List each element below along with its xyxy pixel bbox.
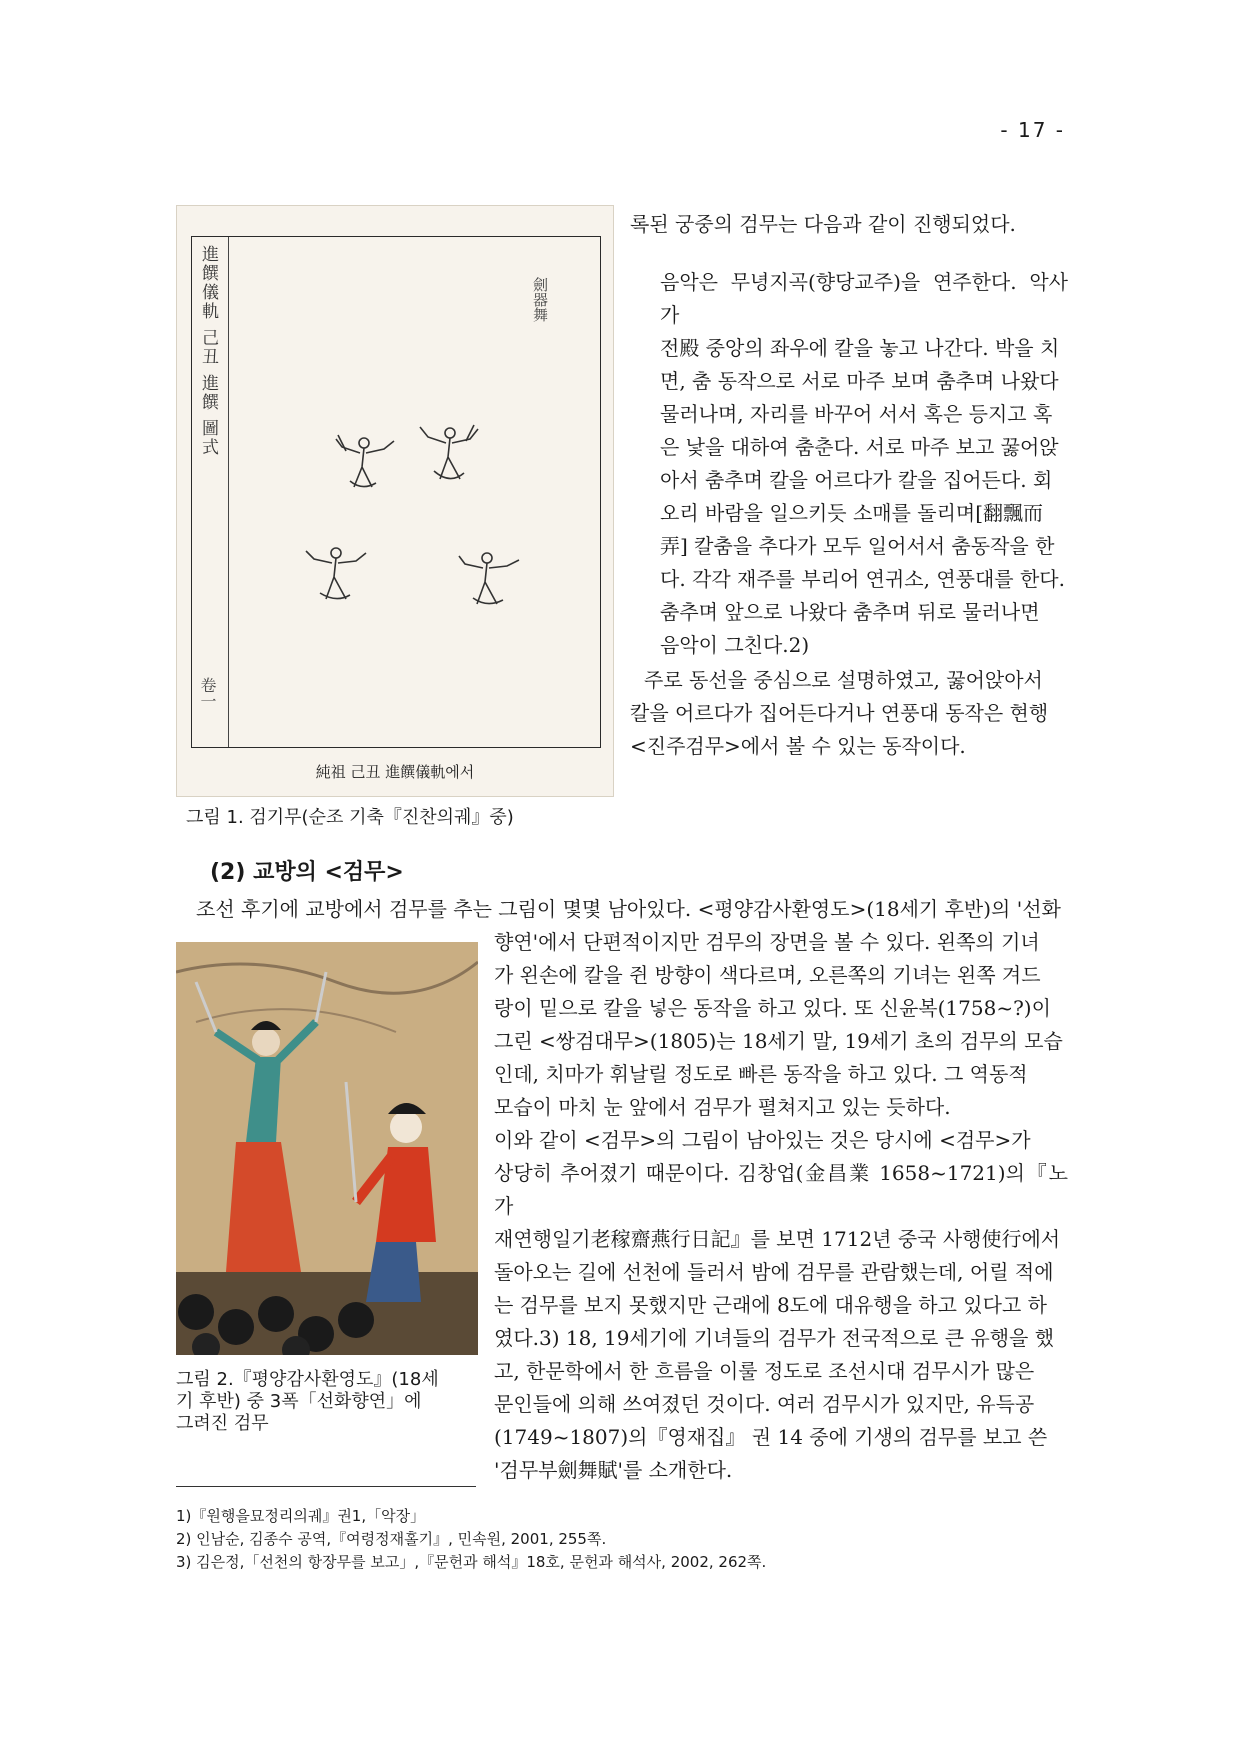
figure-2-caption bbox=[176, 1369, 476, 1435]
footnote-3: 3) 김은정,「선천의 항장무를 보고」,『문헌과 해석』18호, 문헌과 해석사, 2002, 262쪽. bbox=[176, 1553, 767, 1571]
section-title: (2) 교방의 <검무> bbox=[210, 860, 404, 885]
figure-1-image bbox=[176, 205, 614, 797]
figure-1-spine-text-lower: 卷一 bbox=[198, 677, 217, 709]
intro-line: 록된 궁중의 검무는 다음과 같이 진행되었다. bbox=[630, 212, 1016, 236]
quote-line: 음악은 무녕지곡(향당교주)을 연주한다. 악사가 bbox=[660, 270, 1068, 327]
body-line: 문인들에 의해 쓰여졌던 것이다. 여러 검무시가 있지만, 유득공 bbox=[494, 1392, 1035, 1416]
body-line: 모습이 마치 눈 앞에서 검무가 펼쳐지고 있는 듯하다. bbox=[494, 1095, 951, 1119]
quote-line: 弄] 칼춤을 추다가 모두 일어서서 춤동작을 한 bbox=[660, 534, 1055, 558]
quote-line: 오리 바람을 일으키듯 소매를 돌리며[翻飄而 bbox=[660, 501, 1044, 525]
body-line: 랑이 밑으로 칼을 넣은 동작을 하고 있다. 또 신윤복(1758~?)이 bbox=[494, 996, 1051, 1020]
body-line: 그린 <쌍검대무>(1805)는 18세기 말, 19세기 초의 검무의 모습 bbox=[494, 1029, 1063, 1053]
quote-line: 물러나며, 자리를 바꾸어 서서 혹은 등지고 혹 bbox=[660, 402, 1053, 426]
body-line: '검무부劍舞賦'를 소개한다. bbox=[494, 1458, 733, 1482]
quote-line: 다. 각각 재주를 부리어 연귀소, 연풍대를 한다. bbox=[660, 567, 1065, 591]
dancer-drawing-2 bbox=[414, 419, 484, 489]
section-body bbox=[494, 926, 1068, 1487]
body-line: 고, 한문학에서 한 흐름을 이룰 정도로 조선시대 검무시가 많은 bbox=[494, 1359, 1035, 1383]
commentary-line: 칼을 어르다가 집어든다거나 연풍대 동작은 현행 bbox=[630, 701, 1049, 725]
body-line: (1749~1807)의『영재집』 권 14 중에 기생의 검무를 보고 쓴 bbox=[494, 1425, 1048, 1449]
commentary-line: 주로 동선을 중심으로 설명하였고, 꿇어앉아서 bbox=[644, 668, 1043, 692]
figure-1-image-caption: 純祖 己丑 進饌儀軌에서 bbox=[315, 763, 475, 781]
body-line: 였다.3) 18, 19세기에 기녀들의 검무가 전국적으로 큰 유행을 했 bbox=[494, 1326, 1055, 1350]
quote-line: 면, 춤 동작으로 서로 마주 보며 춤추며 나왔다 bbox=[660, 369, 1059, 393]
commentary-block bbox=[630, 664, 1068, 763]
quote-line: 춤추며 앞으로 나왔다 춤추며 뒤로 물러나면 bbox=[660, 600, 1040, 624]
figure-1-spine-text: 進饌儀軌 己丑 進饌 圖式 bbox=[198, 245, 218, 458]
body-line: 향연'에서 단편적이지만 검무의 장면을 볼 수 있다. 왼쪽의 기녀 bbox=[494, 930, 1040, 954]
dancer-drawing-3 bbox=[302, 537, 372, 607]
body-line: 는 검무를 보지 못했지만 근래에 8도에 대유행을 하고 있다고 하 bbox=[494, 1293, 1047, 1317]
body-line: 인데, 치마가 휘날릴 정도로 빠른 동작을 하고 있다. 그 역동적 bbox=[494, 1062, 1028, 1086]
dancer-drawing-4 bbox=[457, 542, 527, 612]
footnote-1: 1)『원행을묘정리의궤』권1,「악장」 bbox=[176, 1507, 426, 1525]
body-line: 이와 같이 <검무>의 그림이 남아있는 것은 당시에 <검무>가 bbox=[494, 1128, 1031, 1152]
commentary-line: <진주검무>에서 볼 수 있는 동작이다. bbox=[630, 734, 966, 758]
body-line: 재연행일기老稼齋燕行日記』를 보면 1712년 중국 사행使行에서 bbox=[494, 1227, 1061, 1251]
body-line: 돌아오는 길에 선천에 들러서 밤에 검무를 관람했는데, 어릴 적에 bbox=[494, 1260, 1054, 1284]
body-line: 상당히 추어졌기 때문이다. 김창업(金昌業 1658~1721)의『노가 bbox=[494, 1161, 1068, 1218]
body-line: 가 왼손에 칼을 쥔 방향이 색다르며, 오른쪽의 기녀는 왼쪽 겨드 bbox=[494, 963, 1041, 987]
figure-1-divider bbox=[228, 237, 229, 747]
footnotes bbox=[176, 1505, 766, 1574]
quote-line: 전殿 중앙의 좌우에 칼을 놓고 나간다. 박을 치 bbox=[660, 336, 1060, 360]
footnote-divider bbox=[176, 1486, 476, 1487]
figure-2-caption-line: 그림 2.『평양감사환영도』(18세 bbox=[176, 1369, 439, 1390]
footnote-2: 2) 인남순, 김종수 공역,『여령정재홀기』, 민속원, 2001, 255쪽. bbox=[176, 1530, 607, 1548]
page-number: - 17 - bbox=[1000, 118, 1065, 142]
figure-2-caption-line: 그려진 검무 bbox=[176, 1413, 269, 1434]
quote-line: 아서 춤추며 칼을 어르다가 칼을 집어든다. 회 bbox=[660, 468, 1053, 492]
figure-2-painting bbox=[176, 942, 478, 1355]
figure-1-frame bbox=[191, 236, 601, 748]
figure-1-dance-label: 劍器舞 bbox=[531, 277, 549, 322]
quote-line: 은 낯을 대하여 춤춘다. 서로 마주 보고 꿇어앉 bbox=[660, 435, 1059, 459]
figure-1-caption: 그림 1. 검기무(순조 기축『진찬의궤』중) bbox=[186, 807, 514, 828]
figure-2-caption-line: 기 후반) 중 3폭「선화향연」에 bbox=[176, 1391, 422, 1412]
quote-line: 음악이 그친다.2) bbox=[660, 633, 810, 657]
dancer-drawing-1 bbox=[332, 427, 402, 497]
figure-2-image bbox=[176, 942, 478, 1355]
quote-block bbox=[660, 266, 1068, 662]
section-full-line: 조선 후기에 교방에서 검무를 추는 그림이 몇몇 남아있다. <평양감사환영도>(18세기 후반)의 '선화 bbox=[196, 897, 1061, 921]
